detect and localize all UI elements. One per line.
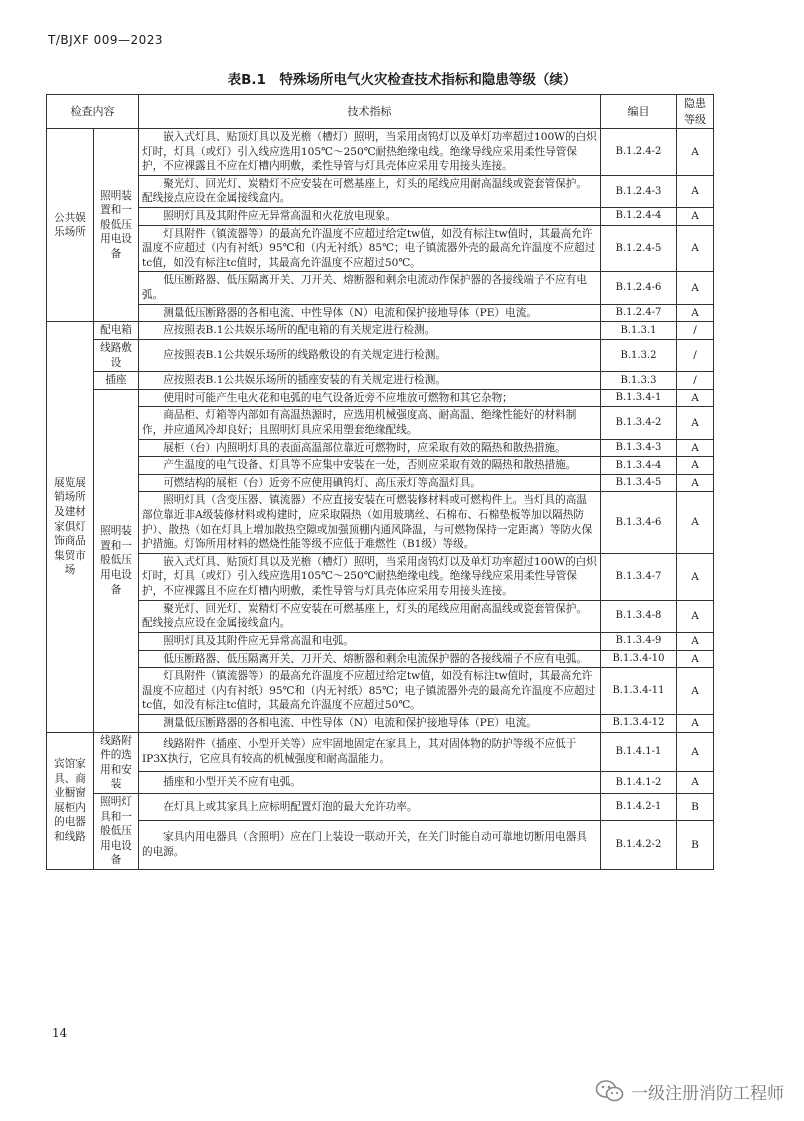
page-number: 14: [52, 1026, 68, 1040]
grade-cell: A: [677, 175, 714, 207]
subcategory-cell: 照明灯具和一般低压用电设备: [94, 793, 139, 869]
subcategory-cell: 插座: [94, 372, 139, 390]
code-cell: B.1.3.4-9: [601, 632, 677, 650]
table-row: [47, 732, 714, 772]
tech-cell: 嵌入式灯具、贴顶灯具以及光檐（槽灯）照明，当采用卤钨灯以及单灯功率超过100W的白炽灯时，灯具（或灯）引入线应选用105℃～250℃耐热绝缘电线。绝缘导线应采用柔性导管保护，不应裸露且不应在灯槽内明敷，柔性导管与灯具壳体应采用专用接头连接。: [139, 553, 601, 600]
code-cell: B.1.3.4-6: [601, 492, 677, 553]
table-row: [47, 225, 714, 272]
table-title: 表B.1 特殊场所电气火灾检查技术指标和隐患等级（续）: [227, 72, 577, 88]
table-row: [47, 474, 714, 492]
tech-cell: 照明灯具（含变压器、镇流器）不应直接安装在可燃装修材料或可燃构件上。当灯具的高温部位靠近非A级装修材料或构建时，应采取隔热（如用玻璃丝、石棉布、石棉垫板等加以隔热防护）、散热（如在灯具上增加散热空隙或加强顶棚内通风降温，与可燃物保持一定距离）等防火保护措施。灯饰所用材料的燃烧性能等级不应低于难燃性（B1级）等级。: [139, 492, 601, 553]
header-code: 编目: [601, 95, 677, 129]
code-cell: B.1.4.1-1: [601, 732, 677, 772]
grade-cell: A: [677, 474, 714, 492]
code-cell: B.1.3.4-12: [601, 714, 677, 732]
category-cell: 宾馆家具、商业橱窗展柜内的电器和线路: [47, 732, 94, 869]
category-cell: 公共娱乐场所: [47, 129, 94, 322]
grade-cell: A: [677, 772, 714, 794]
code-cell: B.1.2.4-6: [601, 272, 677, 304]
header-tech: 技术指标: [139, 95, 601, 129]
tech-cell: 嵌入式灯具、贴顶灯具以及光檐（槽灯）照明，当采用卤钨灯以及单灯功率超过100W的白炽灯时，灯具（或灯）引入线应选用105℃～250℃耐热绝缘电线。绝缘导线应采用柔性导管保护，不应裸露且不应在灯槽内明敷，柔性导管与灯具壳体应采用专用接头连接。: [139, 129, 601, 176]
code-cell: B.1.3.4-4: [601, 457, 677, 475]
table-row: [47, 600, 714, 632]
table-body: [47, 129, 714, 870]
table-row: [47, 129, 714, 176]
header-grade: 隐患等级: [677, 95, 714, 129]
code-cell: B.1.3.4-5: [601, 474, 677, 492]
tech-cell: 灯具附件（镇流器等）的最高允许温度不应超过给定tw值，如没有标注tw值时，其最高允许温度不应超过（内有衬纸）95℃和（内无衬纸）85℃；电子镇流器外壳的最高允许温度不应超过tc值，如没有标注tc值时，其最高允许温度不应超过50℃。: [139, 668, 601, 715]
tech-cell: 低压断路器、低压隔离开关、刀开关、熔断器和剩余电流保护器的各接线端子不应有电弧。: [139, 650, 601, 668]
spec-table: [46, 94, 714, 870]
header-row: [47, 95, 714, 129]
tech-cell: 应按照表B.1公共娱乐场所的配电箱的有关规定进行检测。: [139, 322, 601, 340]
grade-cell: A: [677, 600, 714, 632]
subcategory-cell: 照明装置和一般低压用电设备: [94, 129, 139, 322]
tech-cell: 在灯具上或其家具上应标明配置灯泡的最大允许功率。: [139, 793, 601, 820]
subcategory-cell: 线路敷设: [94, 339, 139, 371]
grade-cell: /: [677, 372, 714, 390]
grade-cell: /: [677, 339, 714, 371]
code-cell: B.1.3.2: [601, 339, 677, 371]
code-cell: B.1.3.1: [601, 322, 677, 340]
grade-cell: A: [677, 668, 714, 715]
table-row: [47, 322, 714, 340]
tech-cell: 商品柜、灯箱等内部如有高温热源时，应选用机械强度高、耐高温、绝缘性能好的材料制作，并应通风冷却良好；且照明灯具应采用塑套绝缘配线。: [139, 407, 601, 439]
watermark: [595, 1078, 784, 1104]
table-row: [47, 820, 714, 869]
grade-cell: A: [677, 553, 714, 600]
tech-cell: 灯具附件（镇流器等）的最高允许温度不应超过给定tw值，如没有标注tw值时，其最高允许温度不应超过（内有衬纸）95℃和（内无衬纸）85℃；电子镇流器外壳的最高允许温度不应超过tc值，如没有标注tc值时，其最高允许温度不应超过50℃。: [139, 225, 601, 272]
grade-cell: A: [677, 304, 714, 322]
tech-cell: 照明灯具及其附件应无异常高温和火花放电现象。: [139, 208, 601, 226]
subcategory-cell: 配电箱: [94, 322, 139, 340]
table-row: [47, 208, 714, 226]
wechat-icon: [595, 1078, 625, 1104]
grade-cell: A: [677, 208, 714, 226]
grade-cell: A: [677, 129, 714, 176]
grade-cell: A: [677, 439, 714, 457]
table-row: [47, 272, 714, 304]
table-row: [47, 407, 714, 439]
table-row: [47, 372, 714, 390]
grade-cell: A: [677, 225, 714, 272]
table-row: [47, 339, 714, 371]
code-cell: B.1.4.1-2: [601, 772, 677, 794]
code-cell: B.1.2.4-7: [601, 304, 677, 322]
tech-cell: 照明灯具及其附件应无异常高温和电弧。: [139, 632, 601, 650]
subcategory-cell: 照明装置和一般低压用电设备: [94, 389, 139, 732]
table-row: [47, 175, 714, 207]
code-cell: B.1.3.4-8: [601, 600, 677, 632]
grade-cell: A: [677, 407, 714, 439]
code-cell: B.1.3.4-1: [601, 389, 677, 407]
tech-cell: 聚光灯、回光灯、炭精灯不应安装在可燃基座上，灯头的尾线应用耐高温线或瓷套管保护。配线接点应设在金属接线盒内。: [139, 600, 601, 632]
tech-cell: 应按照表B.1公共娱乐场所的线路敷设的有关规定进行检测。: [139, 339, 601, 371]
tech-cell: 线路附件（插座、小型开关等）应牢固地固定在家具上，其对固体物的防护等级不应低于IP3X执行，它应具有较高的机械强度和耐高温能力。: [139, 732, 601, 772]
tech-cell: 使用时可能产生电火花和电弧的电气设备近旁不应堆放可燃物和其它杂物；: [139, 389, 601, 407]
grade-cell: A: [677, 650, 714, 668]
tech-cell: 可燃结构的展柜（台）近旁不应使用碘钨灯、高压汞灯等高温灯具。: [139, 474, 601, 492]
grade-cell: A: [677, 389, 714, 407]
tech-cell: 家具内用电器具（含照明）应在门上装设一联动开关，在关门时能自动可靠地切断用电器具的电源。: [139, 820, 601, 869]
grade-cell: A: [677, 492, 714, 553]
grade-cell: A: [677, 272, 714, 304]
table-row: [47, 553, 714, 600]
subcategory-cell: 线路附件的选用和安装: [94, 732, 139, 793]
code-cell: B.1.3.4-2: [601, 407, 677, 439]
table-row: [47, 304, 714, 322]
code-cell: B.1.3.4-3: [601, 439, 677, 457]
table-row: [47, 793, 714, 820]
document-code: T/BJXF 009—2023: [48, 33, 164, 47]
tech-cell: 测量低压断路器的各相电流、中性导体（N）电流和保护接地导体（PE）电流。: [139, 304, 601, 322]
code-cell: B.1.3.3: [601, 372, 677, 390]
tech-cell: 插座和小型开关不应有电弧。: [139, 772, 601, 794]
table-row: [47, 772, 714, 794]
table-row: [47, 650, 714, 668]
code-cell: B.1.3.4-10: [601, 650, 677, 668]
grade-cell: A: [677, 732, 714, 772]
grade-cell: /: [677, 322, 714, 340]
grade-cell: B: [677, 820, 714, 869]
code-cell: B.1.3.4-7: [601, 553, 677, 600]
grade-cell: A: [677, 632, 714, 650]
table-row: [47, 389, 714, 407]
tech-cell: 低压断路器、低压隔离开关、刀开关、熔断器和剩余电流动作保护器的各接线端子不应有电弧。: [139, 272, 601, 304]
tech-cell: 产生温度的电气设备、灯具等不应集中安装在一处，否则应采取有效的隔热和散热措施。: [139, 457, 601, 475]
tech-cell: 聚光灯、回光灯、炭精灯不应安装在可燃基座上，灯头的尾线应用耐高温线或瓷套管保护。配线接点应设在金属接线盒内。: [139, 175, 601, 207]
tech-cell: 测量低压断路器的各相电流、中性导体（N）电流和保护接地导体（PE）电流。: [139, 714, 601, 732]
table-row: [47, 668, 714, 715]
grade-cell: B: [677, 793, 714, 820]
tech-cell: 应按照表B.1公共娱乐场所的插座安装的有关规定进行检测。: [139, 372, 601, 390]
table-row: [47, 492, 714, 553]
table-row: [47, 632, 714, 650]
code-cell: B.1.3.4-11: [601, 668, 677, 715]
grade-cell: A: [677, 457, 714, 475]
tech-cell: 展柜（台）内照明灯具的表面高温部位靠近可燃物时，应采取有效的隔热和散热措施。: [139, 439, 601, 457]
code-cell: B.1.4.2-2: [601, 820, 677, 869]
code-cell: B.1.2.4-3: [601, 175, 677, 207]
code-cell: B.1.2.4-2: [601, 129, 677, 176]
table-row: [47, 457, 714, 475]
code-cell: B.1.2.4-5: [601, 225, 677, 272]
watermark-text: 一级注册消防工程师: [631, 1083, 784, 1104]
grade-cell: A: [677, 714, 714, 732]
table-row: [47, 714, 714, 732]
code-cell: B.1.2.4-4: [601, 208, 677, 226]
header-item: 检查内容: [47, 95, 139, 129]
code-cell: B.1.4.2-1: [601, 793, 677, 820]
table-row: [47, 439, 714, 457]
category-cell: 展览展销场所及建材家俱灯饰商品集贸市场: [47, 322, 94, 732]
